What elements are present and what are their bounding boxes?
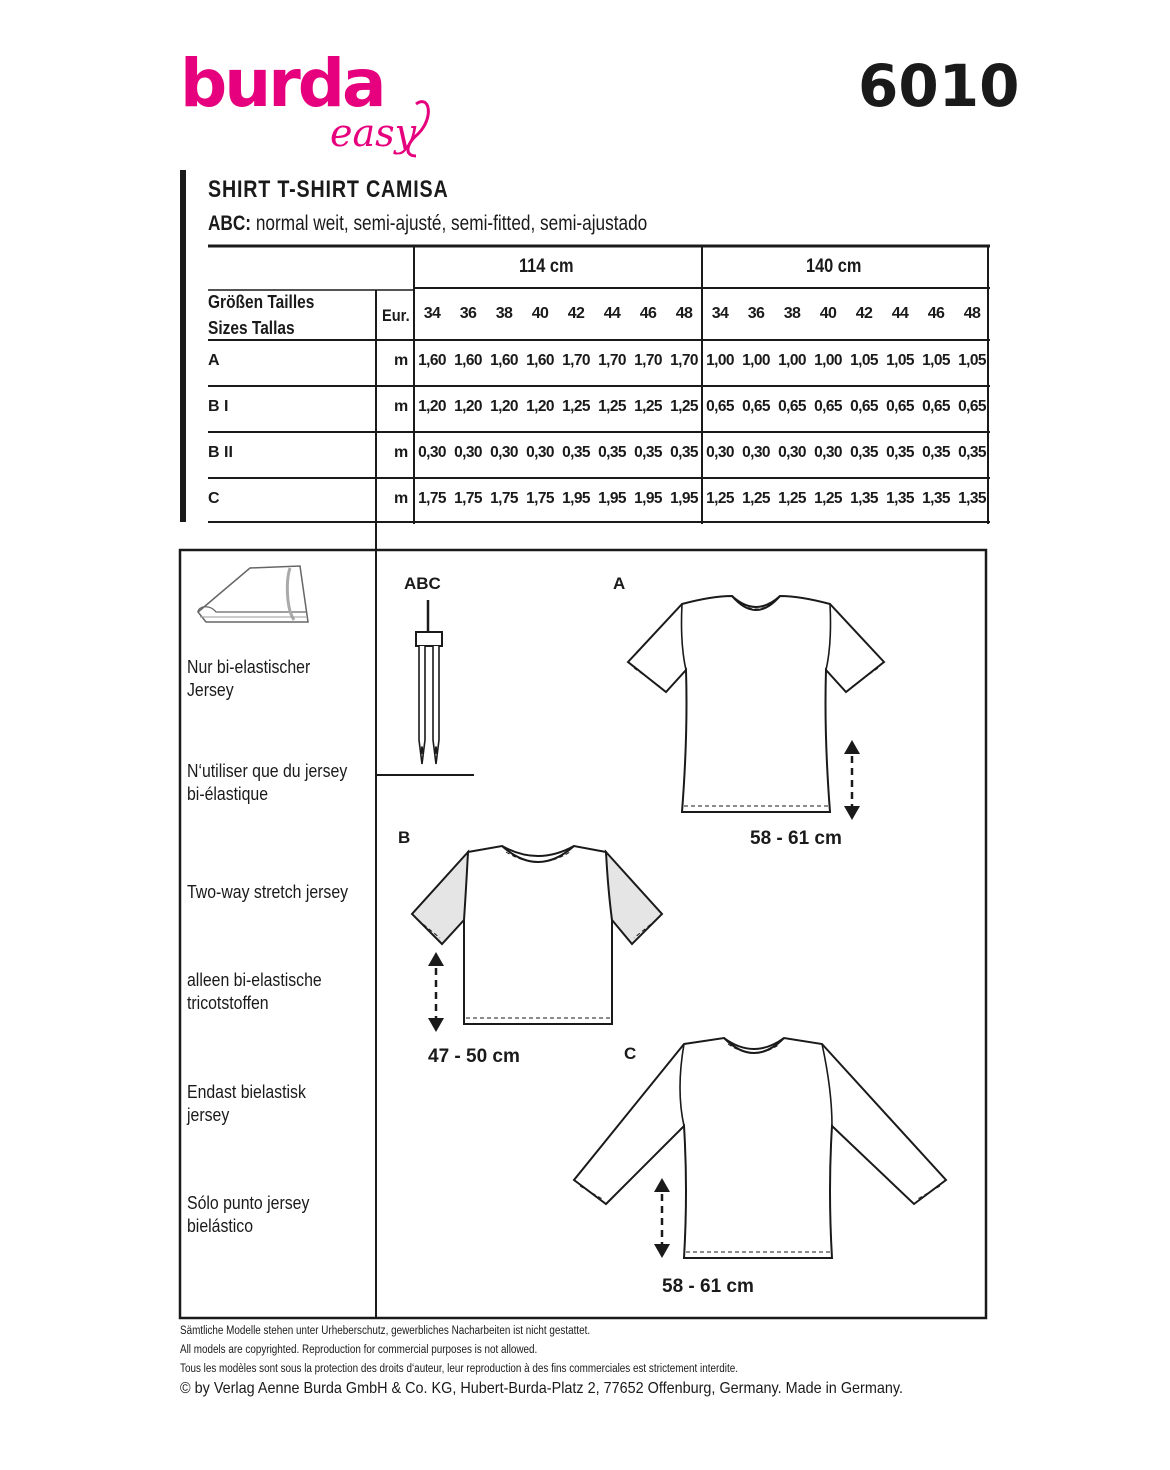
garment-title: SHIRT T-SHIRT CAMISA bbox=[208, 176, 449, 203]
yardage-cell: 0,35 bbox=[598, 444, 626, 461]
yardage-cell: 1,60 bbox=[418, 352, 446, 369]
view-c-label: C bbox=[624, 1044, 637, 1063]
size-header-140: 36 bbox=[747, 305, 765, 322]
yardage-cell: 1,20 bbox=[526, 398, 554, 415]
yardage-cell: 0,65 bbox=[814, 398, 842, 415]
size-label-2: Sizes Tallas bbox=[208, 318, 295, 338]
footer-fr: Tous les modèles sont sous la protection des droits d‘auteur, leur reproduction à des fins commerciales est strictement interdite. bbox=[180, 1363, 738, 1375]
b-grainline-arrow bbox=[424, 950, 448, 1034]
yardage-cell: 1,60 bbox=[454, 352, 482, 369]
yardage-cell: 1,35 bbox=[850, 490, 878, 507]
yardage-cell: 0,35 bbox=[634, 444, 662, 461]
yardage-cell: 0,35 bbox=[850, 444, 878, 461]
view-a-label: A bbox=[613, 574, 626, 593]
yardage-cell: 0,35 bbox=[562, 444, 590, 461]
yardage-cell: 1,25 bbox=[778, 490, 806, 507]
yardage-cell: 1,25 bbox=[706, 490, 734, 507]
yardage-cell: 1,00 bbox=[706, 352, 734, 369]
yardage-cell: 1,75 bbox=[454, 490, 482, 507]
yardage-cell: 1,35 bbox=[958, 490, 986, 507]
yardage-cell: 1,75 bbox=[490, 490, 518, 507]
needle-label: ABC bbox=[404, 574, 441, 593]
pattern-number: 6010 bbox=[858, 52, 1020, 120]
fit-lead: ABC: bbox=[208, 212, 252, 235]
size-header-114: 40 bbox=[531, 305, 549, 322]
yardage-cell: 1,05 bbox=[850, 352, 878, 369]
size-header-114: 48 bbox=[675, 305, 693, 322]
yardage-cell: 1,60 bbox=[490, 352, 518, 369]
yardage-cell: 0,35 bbox=[670, 444, 698, 461]
b-length: 47 - 50 cm bbox=[428, 1046, 520, 1067]
yardage-cell: 1,95 bbox=[634, 490, 662, 507]
view-b-label: B bbox=[398, 828, 411, 847]
yardage-cell: 0,65 bbox=[778, 398, 806, 415]
size-label-1: Größen Tailles bbox=[208, 292, 315, 312]
yardage-cell: 0,30 bbox=[490, 444, 518, 461]
yardage-cell: 0,35 bbox=[958, 444, 986, 461]
a-grainline-arrow bbox=[840, 738, 864, 822]
yardage-cell: 1,70 bbox=[598, 352, 626, 369]
yardage-cell: 1,75 bbox=[526, 490, 554, 507]
yardage-cell: 1,00 bbox=[814, 352, 842, 369]
width-140-header: 140 cm bbox=[806, 256, 862, 277]
note-nl: alleen bi-elastische tricotstoffen bbox=[187, 970, 322, 1013]
yardage-cell: 1,20 bbox=[418, 398, 446, 415]
note-de: Nur bi-elastischer Jersey bbox=[187, 657, 311, 700]
yardage-cell: 1,60 bbox=[526, 352, 554, 369]
yardage-cell: 0,30 bbox=[742, 444, 770, 461]
fit-text: normal weit, semi-ajusté, semi-fitted, semi-ajustado bbox=[251, 212, 648, 235]
yardage-cell: 1,05 bbox=[958, 352, 986, 369]
twin-needle-icon bbox=[400, 600, 450, 770]
yardage-cell: 1,35 bbox=[922, 490, 950, 507]
yardage-cell: 1,25 bbox=[814, 490, 842, 507]
yardage-cell: 0,30 bbox=[814, 444, 842, 461]
yardage-cell: 1,25 bbox=[598, 398, 626, 415]
yardage-cell: 0,65 bbox=[958, 398, 986, 415]
yardage-cell: 0,30 bbox=[778, 444, 806, 461]
size-header-114: 38 bbox=[495, 305, 513, 322]
yardage-cell: 1,70 bbox=[670, 352, 698, 369]
row-label: B I bbox=[208, 398, 229, 415]
yardage-cell: 0,65 bbox=[742, 398, 770, 415]
yardage-cell: 1,05 bbox=[886, 352, 914, 369]
footer-en: All models are copyrighted. Reproduction for commercial purposes is not allowed. bbox=[180, 1344, 538, 1356]
yardage-cell: 0,30 bbox=[706, 444, 734, 461]
note-fr: N‘utiliser que du jersey bi-élastique bbox=[187, 761, 348, 804]
size-header-114: 42 bbox=[567, 305, 585, 322]
footer-de: Sämtliche Modelle stehen unter Urheberschutz, gewerbliches Nacharbeiten ist nicht gestattet. bbox=[180, 1325, 591, 1337]
yardage-cell: 1,20 bbox=[490, 398, 518, 415]
yardage-cell: 1,00 bbox=[742, 352, 770, 369]
row-unit: m bbox=[394, 352, 409, 369]
brand-name: burda bbox=[180, 48, 384, 122]
yardage-cell: 1,35 bbox=[886, 490, 914, 507]
yardage-cell: 0,65 bbox=[922, 398, 950, 415]
yardage-cell: 0,65 bbox=[706, 398, 734, 415]
yardage-cell: 1,25 bbox=[634, 398, 662, 415]
yardage-cell: 1,95 bbox=[670, 490, 698, 507]
size-header-140: 38 bbox=[783, 305, 801, 322]
note-en: Two-way stretch jersey bbox=[187, 882, 349, 902]
copyright: © by Verlag Aenne Burda GmbH & Co. KG, Hubert-Burda-Platz 2, 77652 Offenburg, Germany. Made in Germany. bbox=[180, 1380, 903, 1397]
fabric-roll-icon bbox=[190, 560, 320, 632]
size-header-140: 42 bbox=[855, 305, 873, 322]
yardage-cell: 1,25 bbox=[670, 398, 698, 415]
a-length: 58 - 61 cm bbox=[750, 828, 842, 849]
yardage-cell: 1,75 bbox=[418, 490, 446, 507]
row-label: C bbox=[208, 490, 220, 507]
yardage-cell: 0,30 bbox=[454, 444, 482, 461]
yardage-cell: 0,65 bbox=[886, 398, 914, 415]
yardage-cell: 0,30 bbox=[418, 444, 446, 461]
size-header-114: 34 bbox=[423, 305, 441, 322]
yardage-cell: 1,20 bbox=[454, 398, 482, 415]
yardage-cell: 1,70 bbox=[634, 352, 662, 369]
yardage-cell: 1,95 bbox=[562, 490, 590, 507]
yardage-cell: 0,35 bbox=[922, 444, 950, 461]
width-114-header: 114 cm bbox=[519, 256, 574, 277]
note-sv: Endast bielastisk jersey bbox=[187, 1082, 306, 1125]
c-grainline-arrow bbox=[650, 1176, 674, 1260]
row-label: B II bbox=[208, 444, 233, 461]
yardage-cell: 0,35 bbox=[886, 444, 914, 461]
row-unit: m bbox=[394, 444, 409, 461]
size-header-114: 36 bbox=[459, 305, 477, 322]
eur-label: Eur. bbox=[382, 306, 410, 325]
yardage-cell: 1,05 bbox=[922, 352, 950, 369]
size-header-140: 34 bbox=[711, 305, 729, 322]
yardage-cell: 1,25 bbox=[742, 490, 770, 507]
size-header-140: 48 bbox=[963, 305, 981, 322]
yardage-cell: 1,25 bbox=[562, 398, 590, 415]
row-unit: m bbox=[394, 398, 409, 415]
size-header-114: 44 bbox=[603, 305, 621, 322]
yardage-cell: 1,00 bbox=[778, 352, 806, 369]
size-header-140: 40 bbox=[819, 305, 837, 322]
c-length: 58 - 61 cm bbox=[662, 1276, 754, 1297]
row-label: A bbox=[208, 352, 220, 369]
yardage-cell: 0,30 bbox=[526, 444, 554, 461]
garment-c-drawing bbox=[570, 1030, 960, 1270]
yardage-cell: 1,95 bbox=[598, 490, 626, 507]
size-header-114: 46 bbox=[639, 305, 657, 322]
size-header-140: 44 bbox=[891, 305, 909, 322]
brand-sub: easy bbox=[330, 111, 417, 155]
size-header-140: 46 bbox=[927, 305, 945, 322]
yardage-cell: 0,65 bbox=[850, 398, 878, 415]
yardage-cell: 1,70 bbox=[562, 352, 590, 369]
row-unit: m bbox=[394, 490, 409, 507]
note-es: Sólo punto jersey bielástico bbox=[187, 1193, 310, 1236]
